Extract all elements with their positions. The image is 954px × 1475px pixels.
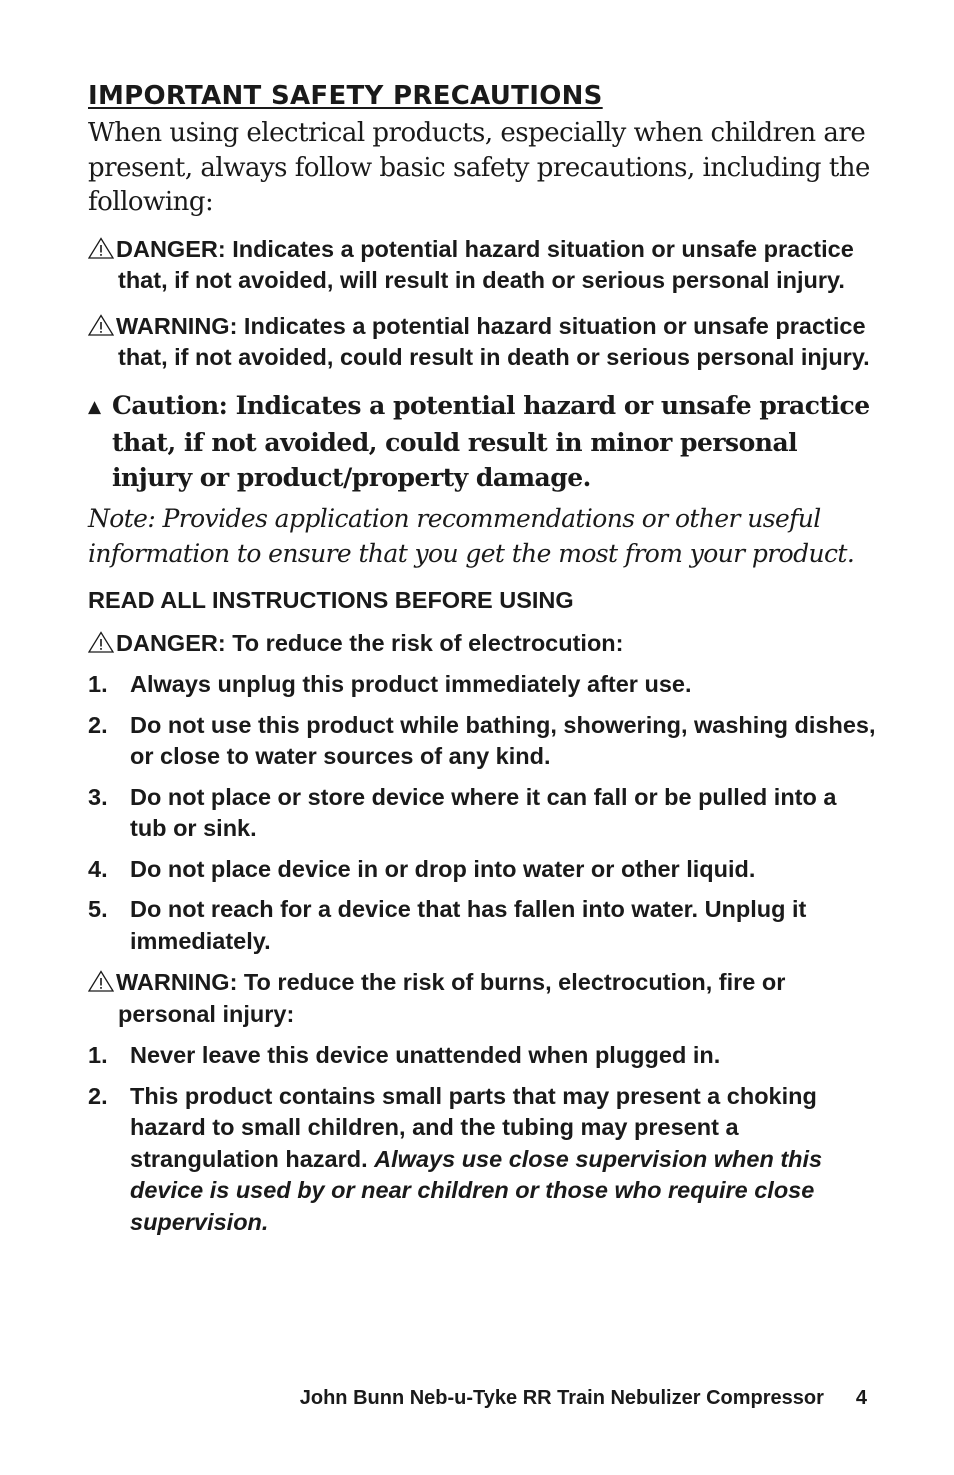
warning-triangle-icon <box>88 237 116 259</box>
warning-notice-text: WARNING: Indicates a potential hazard situation or unsafe practice that, if not avoided, could result in death or serious personal injury. <box>116 312 870 370</box>
warning-triangle-icon <box>88 631 116 653</box>
page-footer <box>0 1387 867 1410</box>
warning-triangle-icon <box>88 970 116 992</box>
burns-heading-text: WARNING: To reduce the risk of burns, electrocution, fire or personal injury: <box>116 969 786 1027</box>
page-heading: IMPORTANT SAFETY PRECAUTIONS <box>88 81 603 111</box>
danger-notice-text: DANGER: Indicates a potential hazard situation or unsafe practice that, if not avoided, will result in death or serious personal injury. <box>116 235 854 293</box>
warning-triangle-icon <box>88 314 116 336</box>
burns-list <box>88 1040 878 1238</box>
list-item: 2. This product contains small parts that may present a choking hazard to small children, and the tubing may present a strangulation hazard. Always use close supervision when this device is used by or near children or those who require close supervision. <box>88 1082 823 1235</box>
document-page <box>88 78 878 1248</box>
footer-title: John Bunn Neb-u-Tyke RR Train Nebulizer Compressor <box>299 1387 824 1409</box>
list-item: 3. Do not place or store device where it can fall or be pulled into a tub or sink. <box>88 783 837 841</box>
intro-paragraph: When using electrical products, especially when children are present, always follow basic safety precautions, including the following: <box>88 118 870 217</box>
list-item: 1. Always unplug this product immediately after use. <box>88 671 692 697</box>
caution-bullet: ▲ <box>88 396 101 417</box>
electrocution-heading <box>88 628 878 660</box>
electrocution-list <box>88 669 878 957</box>
caution-notice-text: Caution: Indicates a potential hazard or unsafe practice that, if not avoided, could result in minor personal injury or product/property damage. <box>112 390 870 492</box>
electrocution-heading-text: DANGER: To reduce the risk of electrocution: <box>116 629 624 656</box>
list-item: 5. Do not reach for a device that has fallen into water. Unplug it immediately. <box>88 896 807 954</box>
danger-notice <box>88 234 878 297</box>
warning-notice <box>88 311 878 374</box>
page-number: 4 <box>855 1387 867 1409</box>
caution-notice <box>88 388 878 495</box>
burns-heading <box>88 967 878 1030</box>
list-item: 2. Do not use this product while bathing, showering, washing dishes, or close to water sources of any kind. <box>88 711 876 769</box>
supervision-emphasis: Always use close supervision when this device is used by or near children or those who require close supervision. <box>130 1145 823 1235</box>
list-item: 1. Never leave this device unattended when plugged in. <box>88 1042 721 1068</box>
note-paragraph: Note: Provides application recommendations or other useful information to ensure that you get the most from your product. <box>88 503 855 568</box>
read-all-heading: READ ALL INSTRUCTIONS BEFORE USING <box>88 586 574 613</box>
list-item: 4. Do not place device in or drop into water or other liquid. <box>88 855 756 882</box>
